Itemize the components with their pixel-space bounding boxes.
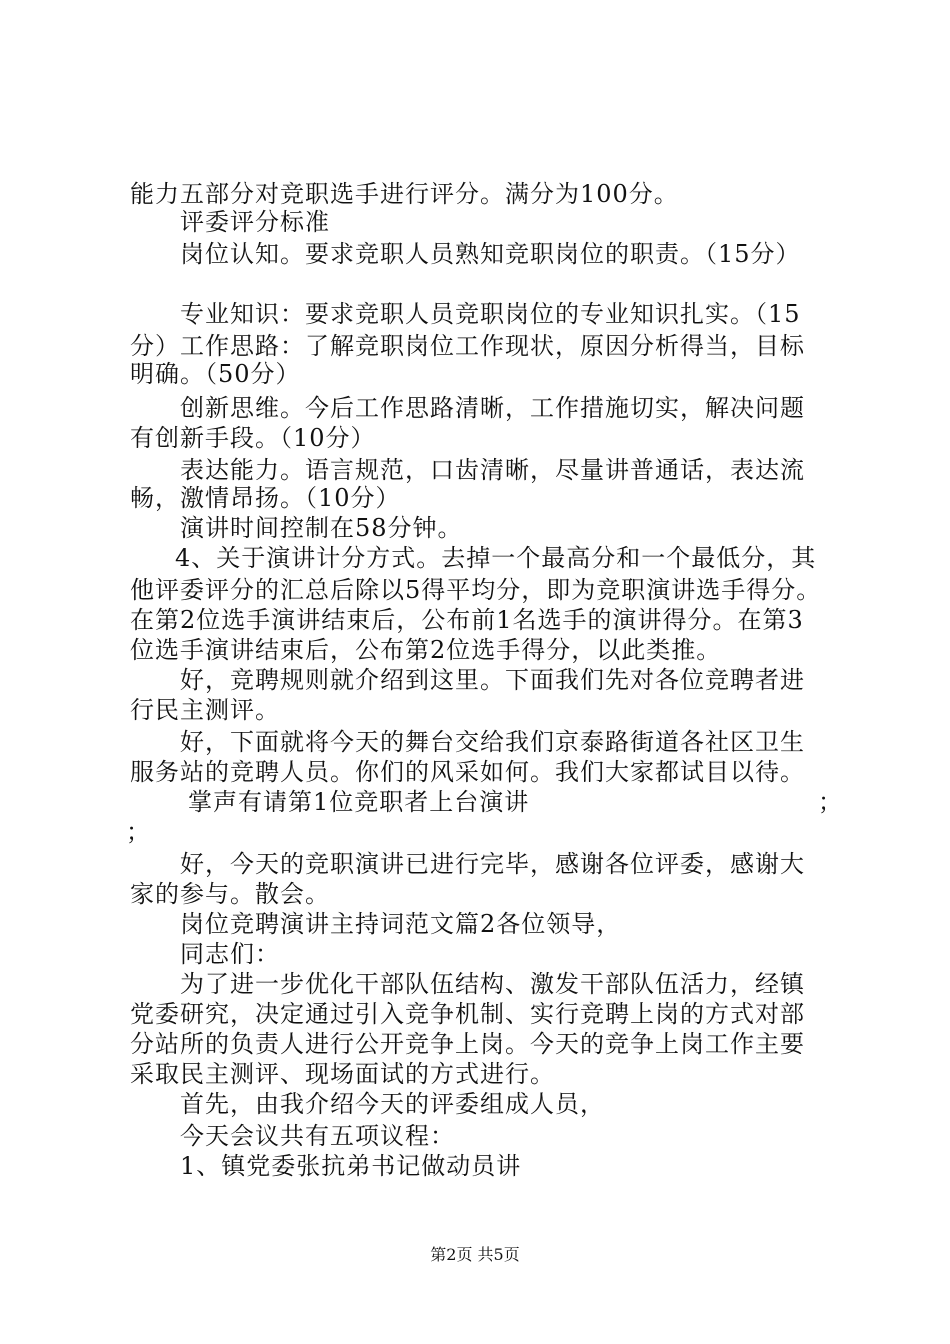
text-semicolon-left: ； <box>126 818 151 846</box>
text-line-7: 创新思维。今后工作思路清晰，工作措施切实，解决问题 <box>180 394 805 422</box>
text-line-13: 他评委评分的汇总后除以5得平均分，即为竞职演讲选手得分。 <box>130 576 822 604</box>
text-line-25: 为了进一步优化干部队伍结构、激发干部队伍活力，经镇 <box>180 970 805 998</box>
text-line-30: 今天会议共有五项议程： <box>180 1122 455 1150</box>
text-line-3: 岗位认知。要求竞职人员熟知竞职岗位的职责。（15分） <box>180 240 801 268</box>
page-number-footer: 第2页 共5页 <box>430 1245 520 1264</box>
text-line-11: 演讲时间控制在58分钟。 <box>180 514 463 542</box>
text-line-17: 行民主测评。 <box>130 696 280 724</box>
text-line-20: 掌声有请第1位竞职者上台演讲 <box>188 788 530 816</box>
text-line-9: 表达能力。语言规范，口齿清晰，尽量讲普通话，表达流 <box>180 456 805 484</box>
text-line-18: 好，下面就将今天的舞台交给我们京泰路街道各社区卫生 <box>180 728 805 756</box>
text-line-19: 服务站的竞聘人员。你们的风采如何。我们大家都试目以待。 <box>130 758 805 786</box>
text-line-24: 同志们： <box>180 940 280 968</box>
text-line-28: 采取民主测评、现场面试的方式进行。 <box>130 1060 555 1088</box>
text-line-29: 首先，由我介绍今天的评委组成人员， <box>180 1090 605 1118</box>
text-line-22: 家的参与。散会。 <box>130 880 330 908</box>
text-line-16: 好，竞聘规则就介绍到这里。下面我们先对各位竞聘者进 <box>180 666 805 694</box>
text-line-6: 明确。（50分） <box>130 360 301 388</box>
text-line-10: 畅，激情昂扬。（10分） <box>130 484 401 512</box>
text-line-27: 分站所的负责人进行公开竞争上岗。今天的竞争上岗工作主要 <box>130 1030 805 1058</box>
text-semicolon-right: ； <box>818 788 842 816</box>
text-line-14: 在第2位选手演讲结束后，公布前1名选手的演讲得分。在第3 <box>130 606 804 634</box>
text-line-8: 有创新手段。（10分） <box>130 424 376 452</box>
text-line-15: 位选手演讲结束后，公布第2位选手得分，以此类推。 <box>130 636 722 664</box>
text-line-2: 评委评分标准 <box>180 208 330 236</box>
text-line-4: 专业知识：要求竞职人员竞职岗位的专业知识扎实。（15 <box>180 300 801 328</box>
text-line-1: 能力五部分对竞职选手进行评分。满分为100分。 <box>130 180 679 208</box>
text-line-21: 好，今天的竞职演讲已进行完毕，感谢各位评委，感谢大 <box>180 850 805 878</box>
text-line-5: 分）工作思路：了解竞职岗位工作现状，原因分析得当，目标 <box>130 332 805 360</box>
text-line-26: 党委研究，决定通过引入竞争机制、实行竞聘上岗的方式对部 <box>130 1000 805 1028</box>
text-line-31: 1、镇党委张抗弟书记做动员讲 <box>180 1152 522 1180</box>
text-line-23: 岗位竞聘演讲主持词范文篇2各位领导， <box>180 910 622 938</box>
text-line-12: 4、关于演讲计分方式。去掉一个最高分和一个最低分，其 <box>175 544 817 572</box>
